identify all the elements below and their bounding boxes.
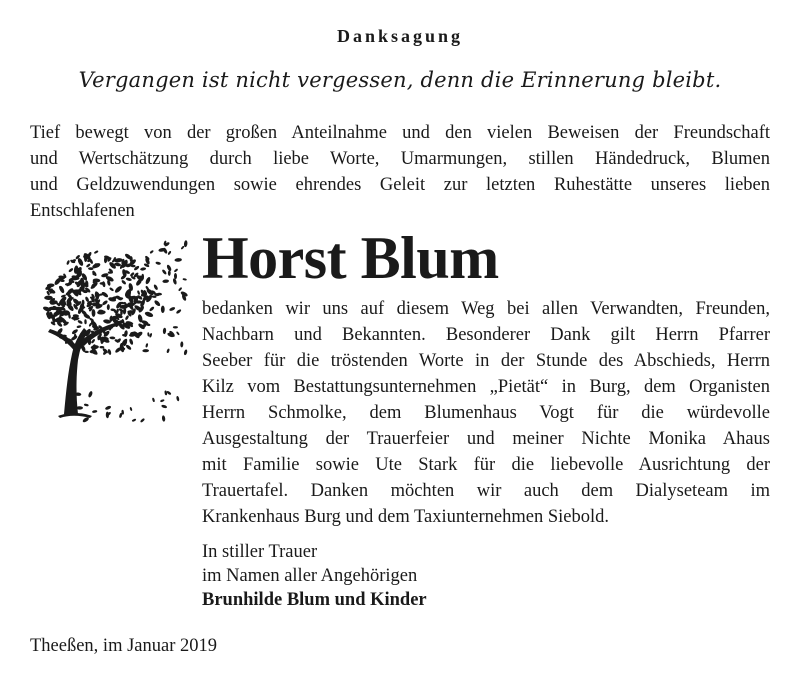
heading: Danksagung (336, 26, 464, 46)
thanks-line: bedanken wir uns auf diesem Weg bei allen Verwandten, Freunden, (202, 299, 770, 319)
intro-line: Tief bewegt von der großen Anteilnahme und den vielen Beweisen der Freundschaft (30, 123, 770, 143)
thanks-line: Herrn Schmolke, dem Blumenhaus Vogt für die würdevolle (202, 403, 770, 423)
thanks-line: Ausgestaltung der Trauerfeier und meiner Nichte Monika Ahaus (202, 429, 770, 449)
intro-line: Entschlafenen (30, 201, 135, 221)
signers: Brunhilde Blum und Kinder (202, 590, 427, 610)
thanks-line: Krankenhaus Burg und dem Taxiunternehmen Siebold. (202, 507, 609, 527)
thanks-line: Nachbarn und Bekannten. Besonderer Dank gilt Herrn Pfarrer (202, 325, 770, 345)
signoff-line-1: In stiller Trauer (202, 542, 318, 562)
deceased-name: Horst Blum (202, 225, 499, 291)
tree-with-blowing-leaves-icon (28, 232, 190, 432)
place-date: Theeßen, im Januar 2019 (30, 636, 217, 656)
intro-paragraph (30, 120, 770, 224)
thanks-paragraph (202, 296, 770, 530)
intro-line: und Geldzuwendungen sowie ehrendes Geleit zur letzten Ruhestätte unseres lieben (30, 175, 770, 195)
thanks-line: Kilz vom Bestattungsunternehmen „Pietät“ in Burg, dem Organisten (202, 377, 770, 397)
thanks-line: Seeber für die tröstenden Worte in der Stunde des Abschieds, Herrn (202, 351, 770, 371)
thanks-line: Trauertafel. Danken möchten wir auch dem Dialyseteam im (202, 481, 770, 501)
motto: Vergangen ist nicht vergessen, denn die Erinnerung bleibt. (78, 68, 722, 92)
intro-line: und Wertschätzung durch liebe Worte, Umarmungen, stillen Händedruck, Blumen (30, 149, 770, 169)
signoff-line-2: im Namen aller Angehörigen (202, 566, 418, 586)
thanks-line: mit Familie sowie Ute Stark für die liebevolle Ausrichtung der (202, 455, 770, 475)
signoff (202, 540, 427, 612)
